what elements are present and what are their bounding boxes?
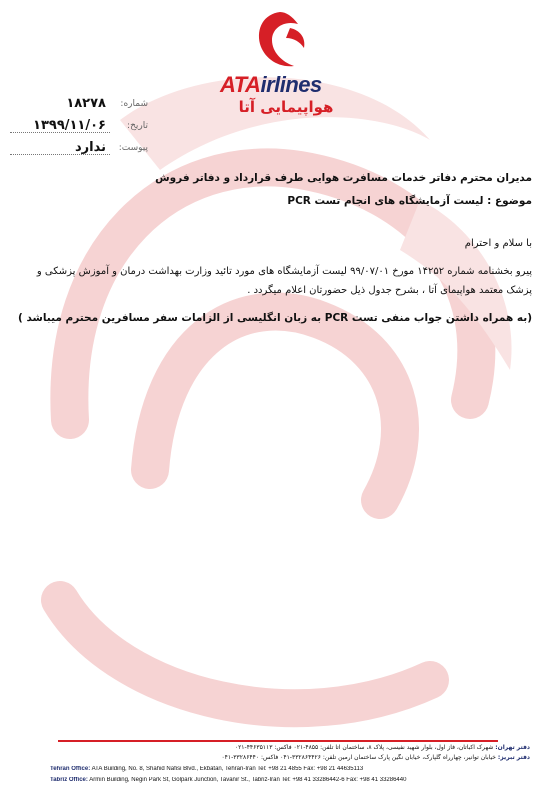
letter-attachment-value: ندارد	[74, 140, 106, 155]
letter-number-row	[10, 96, 150, 118]
airline-logo	[208, 8, 358, 118]
footer-divider	[58, 740, 498, 742]
letter-number-label: شماره:	[120, 99, 148, 109]
letter-recipient: مدیران محترم دفاتر خدمات مسافرت هوایی طرف قرارداد و دفاتر فروش	[155, 172, 532, 184]
letter-body-line-2: پزشک معتمد هواپیمای آتا ، بشرح جدول ذیل حضورتان اعلام میگردد .	[247, 285, 532, 296]
letter-date-value: ۱۳۹۹/۱۱/۰۶	[33, 118, 106, 133]
letter-number-value: ۱۸۲۷۸	[66, 96, 106, 111]
logo-wordmark-en: ATAirlines	[220, 72, 322, 97]
letter-note: (به همراه داشتن جواب منفی تست PCR به زبان انگلیسی از الزامات سفر مسافرین محترم میباشد )	[18, 312, 532, 324]
footer-tabriz-en: Tabriz Office: Armin Building, Negin Park St, Golpark Junction, Tavanir St., Tabriz-Iran Tel: +98 41 33286442-6 Fax: +98 41 33286440	[50, 777, 407, 783]
letter-meta	[10, 96, 150, 162]
letter-attachment-row	[10, 140, 150, 162]
letter-body-line-1: پیرو بخشنامه شماره ۱۴۲۵۲ مورخ ۹۹/۰۷/۰۱ لیست آزمایشگاه های مورد تائید وزارت بهداشت درمان و آموزش پزشکی و	[36, 266, 532, 277]
logo-wordmark-fa: هواپیمایی آتا	[238, 98, 334, 116]
logo-bird-icon	[250, 8, 310, 74]
letter-date-row	[10, 118, 150, 140]
letter-attachment-label: پیوست:	[118, 143, 148, 153]
footer-tehran-fa: دفتر تهران: شهرک اکباتان، فاز اول، بلوار شهید نفیسی، پلاک ۸، ساختمان آتا تلفن: ۴۸۵۵-۰۲۱ فاکس: ۴۴۶۳۵۱۱۳-۰۲۱	[234, 744, 530, 751]
letter-date-label: تاریخ:	[127, 121, 148, 131]
footer-tehran-en: Tehran Office: ATA Building, No. 8, Shahid Nafisi Blvd., Ekbatan, Tehran-Iran Tel: +98 21 4855 Fax: +98 21 44635113	[50, 766, 364, 772]
letter-greeting: با سلام و احترام	[464, 238, 532, 249]
footer-tabriz-fa: دفتر تبریز: خیابان توانیر، چهارراه گلپارک، خیابان نگین پارک ساختمان آرمین تلفن: ۳۳۲۸۶۴۴۲۶-۰۴۱ فاکس: ۳۳۲۸۶۴۴۰-۰۴۱	[221, 754, 530, 761]
letter-subject: موضوع : لیست آزمایشگاه های انجام تست PCR	[287, 195, 532, 207]
